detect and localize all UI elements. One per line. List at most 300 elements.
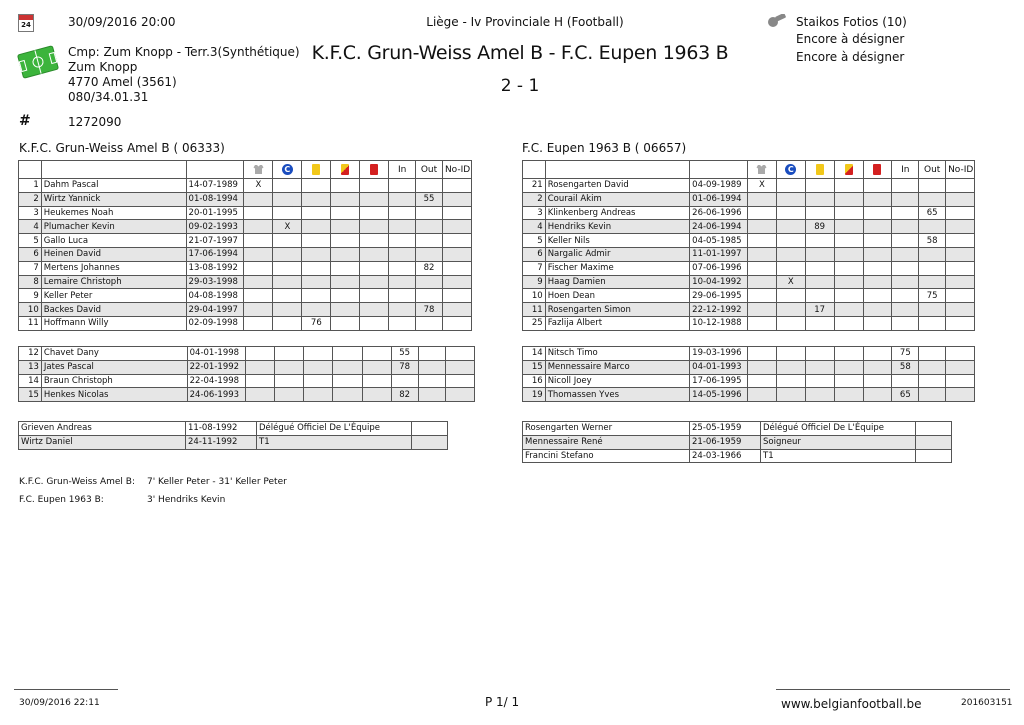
cell-out: [418, 360, 445, 374]
header-out: Out: [919, 161, 946, 179]
cell-cap: [776, 347, 805, 361]
assistant-2: Encore à désigner: [796, 50, 905, 64]
cell-rc: [360, 192, 389, 206]
cell-name: Rosengarten Simon: [545, 303, 689, 317]
goalkeeper-shirt-icon: [253, 164, 264, 175]
away-team-label: F.C. Eupen 1963 B ( 06657): [522, 141, 687, 155]
player-row: [523, 247, 975, 261]
cell-rc: [362, 347, 391, 361]
cell-gk: [244, 275, 273, 289]
cell-gk: [244, 316, 273, 330]
cell-in: [389, 275, 416, 289]
home-subs-table: [18, 346, 475, 402]
cell-noid: [442, 234, 471, 248]
footer-site[interactable]: www.belgianfootball.be: [781, 697, 922, 711]
cell-noid: [946, 234, 975, 248]
cell-in: [892, 374, 919, 388]
cell-yc: 89: [805, 220, 834, 234]
second-yellow-red-card-icon: [845, 164, 853, 175]
cell-dob: 04-01-1993: [690, 360, 748, 374]
cell-noid: [946, 275, 975, 289]
cell-yr: [834, 289, 863, 303]
cell-dob: 19-03-1996: [690, 347, 748, 361]
cell-in: 75: [892, 347, 919, 361]
cell-gk: [245, 347, 274, 361]
cell-dob: 29-06-1995: [690, 289, 748, 303]
cell-yc: [302, 261, 331, 275]
cell-cap: [273, 275, 302, 289]
match-number: 1272090: [68, 115, 122, 129]
cell-gk: [244, 206, 273, 220]
cell-dob: 10-12-1988: [690, 316, 748, 330]
cell-cap: [776, 261, 805, 275]
cell-dob: 22-04-1998: [187, 374, 245, 388]
cell-gk: [244, 261, 273, 275]
cell-name: Hoffmann Willy: [41, 316, 186, 330]
cell-noid: [946, 192, 975, 206]
cell-out: [919, 316, 946, 330]
cell-gk: [245, 374, 274, 388]
cell-yc: [302, 247, 331, 261]
cell-out: [416, 247, 443, 261]
cell-name: Henkes Nicolas: [41, 388, 187, 402]
cell-rc: [863, 220, 892, 234]
cell-in: [892, 220, 919, 234]
cell-yc: [805, 206, 834, 220]
player-row: [523, 234, 975, 248]
cell-yc: [302, 179, 331, 193]
cell-rc: [360, 261, 389, 275]
cell-yr: [834, 247, 863, 261]
cell-name: Hoen Dean: [545, 289, 689, 303]
cell-cap: X: [776, 275, 805, 289]
cell-noid: [946, 179, 975, 193]
player-row: [523, 374, 975, 388]
cell-cap: [776, 179, 805, 193]
assistant-1: Encore à désigner: [796, 32, 905, 46]
cell-out: [919, 247, 946, 261]
staff-role: T1: [761, 449, 916, 463]
yellow-card-icon: [816, 164, 824, 175]
cell-noid: [442, 289, 471, 303]
cell-nr: 2: [523, 192, 546, 206]
cell-name: Heukemes Noah: [41, 206, 186, 220]
header-cell: [302, 161, 331, 179]
yellow-card-icon: [312, 164, 320, 175]
venue-line-2: Zum Knopp: [68, 60, 138, 74]
header-cell: [747, 161, 776, 179]
cell-yc: [304, 374, 333, 388]
cell-cap: [776, 206, 805, 220]
footer-printed: 30/09/2016 22:11: [19, 698, 100, 708]
cell-rc: [360, 206, 389, 220]
cell-noid: [946, 289, 975, 303]
cell-in: [389, 220, 416, 234]
red-card-icon: [873, 164, 881, 175]
player-row: [523, 316, 975, 330]
cell-gk: [747, 275, 776, 289]
cell-yc: [304, 360, 333, 374]
cell-cap: [273, 303, 302, 317]
header-cell: [273, 161, 302, 179]
cell-name: Keller Peter: [41, 289, 186, 303]
cell-nr: 6: [523, 247, 546, 261]
cell-dob: 17-06-1995: [690, 374, 748, 388]
cell-rc: [863, 388, 892, 402]
cell-out: [416, 179, 443, 193]
player-row: [19, 192, 472, 206]
cell-gk: [245, 360, 274, 374]
cell-out: 78: [416, 303, 443, 317]
player-row: [523, 261, 975, 275]
header-cell: [186, 161, 244, 179]
away-goals: 3' Hendriks Kevin: [147, 495, 226, 505]
cell-out: [416, 206, 443, 220]
cell-gk: [244, 303, 273, 317]
cell-yr: [834, 347, 863, 361]
player-row: [19, 316, 472, 330]
cell-yr: [834, 261, 863, 275]
cell-nr: 3: [523, 206, 546, 220]
cell-yr: [331, 275, 360, 289]
cell-cap: [275, 388, 304, 402]
cell-in: [391, 374, 418, 388]
cell-yc: [304, 388, 333, 402]
cell-yr: [331, 289, 360, 303]
cell-nr: 8: [19, 275, 42, 289]
footer-divider-right: [776, 689, 1010, 690]
cell-name: Lemaire Christoph: [41, 275, 186, 289]
cell-out: [919, 303, 946, 317]
cell-yr: [331, 303, 360, 317]
header-noid: No-ID: [946, 161, 975, 179]
cell-cap: [776, 388, 805, 402]
staff-row: [523, 435, 952, 449]
cell-dob: 14-07-1989: [186, 179, 244, 193]
cell-yr: [834, 234, 863, 248]
cell-cap: [273, 316, 302, 330]
player-row: [19, 374, 475, 388]
cell-rc: [863, 347, 892, 361]
staff-dob: 24-11-1992: [186, 435, 257, 449]
cell-in: [892, 179, 919, 193]
header-cell: [545, 161, 689, 179]
player-row: [19, 261, 472, 275]
cell-yr: [834, 206, 863, 220]
cell-nr: 15: [523, 360, 546, 374]
second-yellow-red-card-icon: [341, 164, 349, 175]
cell-nr: 4: [19, 220, 42, 234]
footer-page: P 1/ 1: [485, 695, 520, 709]
cell-yr: [331, 220, 360, 234]
staff-name: Mennessaire René: [523, 435, 690, 449]
competition: Liège - Iv Provinciale H (Football): [426, 15, 624, 29]
cell-noid: [946, 206, 975, 220]
goalkeeper-shirt-icon: [756, 164, 767, 175]
cell-in: [389, 179, 416, 193]
staff-role: Soigneur: [761, 435, 916, 449]
cell-yc: [302, 220, 331, 234]
cell-in: [892, 234, 919, 248]
staff-empty: [412, 435, 448, 449]
cell-out: [919, 179, 946, 193]
cell-rc: [360, 289, 389, 303]
cell-cap: [273, 179, 302, 193]
player-row: [523, 360, 975, 374]
cell-cap: X: [273, 220, 302, 234]
cell-name: Braun Christoph: [41, 374, 187, 388]
cell-yc: [302, 289, 331, 303]
cell-yc: [805, 179, 834, 193]
cell-yc: [805, 261, 834, 275]
cell-noid: [445, 360, 474, 374]
cell-out: [418, 347, 445, 361]
cell-name: Jates Pascal: [41, 360, 187, 374]
header-cell: [834, 161, 863, 179]
cell-out: [919, 347, 946, 361]
cell-gk: [747, 247, 776, 261]
cell-gk: [747, 220, 776, 234]
match-datetime: 30/09/2016 20:00: [68, 15, 176, 29]
cell-nr: 3: [19, 206, 42, 220]
cell-gk: [245, 388, 274, 402]
cell-rc: [863, 179, 892, 193]
player-row: [523, 347, 975, 361]
cell-dob: 04-08-1998: [186, 289, 244, 303]
player-row: [19, 275, 472, 289]
cell-yr: [834, 303, 863, 317]
cell-yc: [805, 234, 834, 248]
cell-yc: [805, 316, 834, 330]
cell-yr: [834, 316, 863, 330]
cell-yc: [805, 347, 834, 361]
cell-cap: [275, 347, 304, 361]
cell-dob: 17-06-1994: [186, 247, 244, 261]
match-score: 2 - 1: [500, 76, 540, 96]
cell-dob: 01-08-1994: [186, 192, 244, 206]
player-row: [19, 179, 472, 193]
cell-dob: 04-05-1985: [690, 234, 748, 248]
cell-yr: [333, 360, 362, 374]
cell-rc: [360, 179, 389, 193]
cell-gk: [747, 261, 776, 275]
cell-rc: [863, 247, 892, 261]
cell-in: [892, 289, 919, 303]
cell-cap: [275, 360, 304, 374]
cell-nr: 4: [523, 220, 546, 234]
cell-yc: [805, 388, 834, 402]
cell-noid: [946, 316, 975, 330]
header-in: In: [389, 161, 416, 179]
cell-out: [416, 220, 443, 234]
cell-gk: [244, 234, 273, 248]
cell-nr: 12: [19, 347, 42, 361]
cell-yc: 76: [302, 316, 331, 330]
cell-in: [892, 192, 919, 206]
calendar-icon: 24: [18, 14, 34, 32]
cell-yc: [302, 234, 331, 248]
cell-in: [892, 261, 919, 275]
cell-dob: 29-03-1998: [186, 275, 244, 289]
red-card-icon: [370, 164, 378, 175]
home-staff-table: [18, 421, 448, 450]
header-in: In: [892, 161, 919, 179]
player-row: [523, 289, 975, 303]
staff-name: Wirtz Daniel: [19, 435, 186, 449]
away-starters-table: [522, 160, 975, 331]
cell-cap: [273, 247, 302, 261]
cell-nr: 7: [19, 261, 42, 275]
cell-dob: 24-06-1994: [690, 220, 748, 234]
cell-noid: [442, 275, 471, 289]
cell-yr: [834, 179, 863, 193]
cell-name: Hendriks Kevin: [545, 220, 689, 234]
staff-dob: 25-05-1959: [690, 422, 761, 436]
player-row: [19, 247, 472, 261]
cell-name: Backes David: [41, 303, 186, 317]
cell-noid: [442, 316, 471, 330]
cell-in: [389, 206, 416, 220]
away-subs-table: [522, 346, 975, 402]
cell-yr: [834, 374, 863, 388]
venue-line-1: Cmp: Zum Knopp - Terr.3(Synthétique): [68, 45, 300, 59]
hash-symbol: #: [19, 113, 31, 129]
cell-nr: 14: [19, 374, 42, 388]
footer-code: 201603151: [961, 698, 1013, 708]
cell-nr: 5: [523, 234, 546, 248]
cell-in: [892, 206, 919, 220]
cell-rc: [360, 316, 389, 330]
cell-out: [416, 275, 443, 289]
cell-dob: 10-04-1992: [690, 275, 748, 289]
cell-in: [892, 303, 919, 317]
header-cell: [41, 161, 186, 179]
cell-out: [919, 261, 946, 275]
staff-role: Délégué Officiel De L'Équipe: [257, 422, 412, 436]
cell-in: 78: [391, 360, 418, 374]
cell-rc: [863, 316, 892, 330]
cell-in: [892, 247, 919, 261]
cell-yc: [302, 192, 331, 206]
cell-rc: [863, 275, 892, 289]
cell-noid: [442, 247, 471, 261]
cell-noid: [442, 220, 471, 234]
staff-name: Grieven Andreas: [19, 422, 186, 436]
player-row: [19, 220, 472, 234]
cell-yr: [331, 247, 360, 261]
cell-dob: 01-06-1994: [690, 192, 748, 206]
cell-yc: [805, 247, 834, 261]
cell-out: 82: [416, 261, 443, 275]
cell-dob: 02-09-1998: [186, 316, 244, 330]
cell-gk: [747, 206, 776, 220]
cell-nr: 13: [19, 360, 42, 374]
cell-name: Heinen David: [41, 247, 186, 261]
player-row: [523, 192, 975, 206]
cell-name: Plumacher Kevin: [41, 220, 186, 234]
cell-gk: [747, 388, 776, 402]
staff-row: [19, 422, 448, 436]
cell-cap: [275, 374, 304, 388]
cell-out: [919, 192, 946, 206]
player-row: [19, 347, 475, 361]
cell-nr: 14: [523, 347, 546, 361]
cell-in: [892, 316, 919, 330]
cell-nr: 7: [523, 261, 546, 275]
cell-rc: [863, 374, 892, 388]
cell-name: Mertens Johannes: [41, 261, 186, 275]
cell-rc: [863, 192, 892, 206]
cell-nr: 15: [19, 388, 42, 402]
player-row: [19, 289, 472, 303]
cell-name: Thomassen Yves: [545, 388, 689, 402]
cell-yc: [805, 289, 834, 303]
cell-rc: [360, 247, 389, 261]
cell-nr: 25: [523, 316, 546, 330]
player-row: [523, 388, 975, 402]
cell-yc: [805, 374, 834, 388]
cell-out: [416, 316, 443, 330]
cell-gk: [747, 374, 776, 388]
cell-out: 75: [919, 289, 946, 303]
cell-cap: [776, 234, 805, 248]
staff-role: T1: [257, 435, 412, 449]
cell-noid: [445, 374, 474, 388]
cell-out: [919, 220, 946, 234]
cell-name: Mennessaire Marco: [545, 360, 689, 374]
cell-in: 55: [391, 347, 418, 361]
cell-cap: [776, 289, 805, 303]
cell-out: [416, 289, 443, 303]
cell-nr: 2: [19, 192, 42, 206]
cell-nr: 9: [19, 289, 42, 303]
staff-row: [523, 422, 952, 436]
cell-dob: 09-02-1993: [186, 220, 244, 234]
cell-yr: [331, 179, 360, 193]
cell-out: [416, 234, 443, 248]
cell-name: Gallo Luca: [41, 234, 186, 248]
staff-row: [19, 435, 448, 449]
player-row: [523, 275, 975, 289]
cell-nr: 16: [523, 374, 546, 388]
staff-empty: [916, 422, 952, 436]
cell-noid: [946, 261, 975, 275]
cell-nr: 9: [523, 275, 546, 289]
cell-name: Keller Nils: [545, 234, 689, 248]
cell-out: [919, 360, 946, 374]
cell-noid: [946, 347, 975, 361]
header-out: Out: [416, 161, 443, 179]
home-team-label: K.F.C. Grun-Weiss Amel B ( 06333): [19, 141, 225, 155]
staff-name: Francini Stefano: [523, 449, 690, 463]
cell-name: Chavet Dany: [41, 347, 187, 361]
cell-in: [389, 234, 416, 248]
cell-in: 65: [892, 388, 919, 402]
cell-in: [389, 192, 416, 206]
table-header-row: [523, 161, 975, 179]
cell-out: 55: [416, 192, 443, 206]
cell-gk: [747, 316, 776, 330]
cell-in: 58: [892, 360, 919, 374]
cell-gk: X: [747, 179, 776, 193]
cell-rc: [863, 234, 892, 248]
cell-cap: [776, 192, 805, 206]
home-starters-table: [18, 160, 472, 331]
cell-rc: [360, 275, 389, 289]
cell-yc: [302, 275, 331, 289]
home-goals-label: K.F.C. Grun-Weiss Amel B:: [19, 477, 136, 487]
header-cell: [244, 161, 273, 179]
